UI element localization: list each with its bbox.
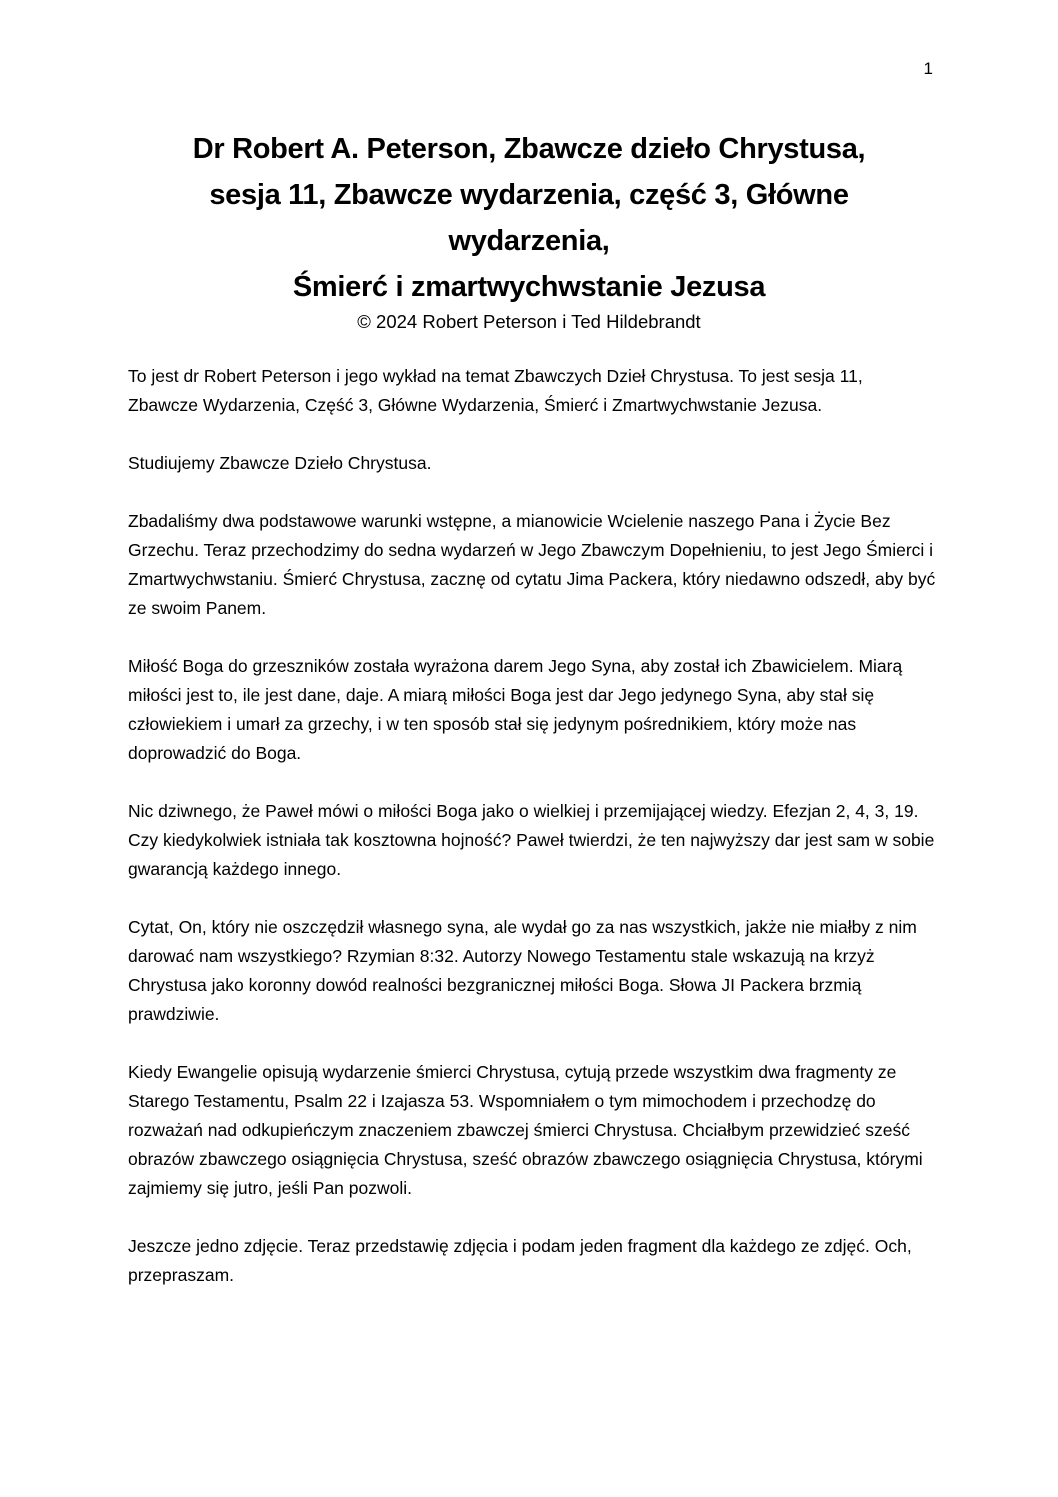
- page-number: 1: [923, 59, 933, 78]
- paragraph-1: To jest dr Robert Peterson i jego wykład na temat Zbawczych Dzieł Chrystusa. To jest sesja 11, Zbawcze Wydarzenia, Część 3, Główne Wydarzenia, Śmierć i Zmartwychwstanie Jezusa.: [128, 366, 863, 415]
- document-body: [128, 362, 936, 1319]
- title-line-3: wydarzenia,: [448, 225, 610, 257]
- paragraph-4: Miłość Boga do grzeszników została wyrażona darem Jego Syna, aby został ich Zbawicielem. Miarą miłości jest to, ile jest dane, daje. A miarą miłości Boga jest dar Jego jedynego Syna, aby stał się człowiekiem i umarł za grzechy, i w ten sposób stał się jedynym pośrednikiem, który może nas doprowadzić do Boga.: [128, 656, 903, 763]
- document-title: [70, 126, 988, 310]
- title-line-4: Śmierć i zmartwychwstanie Jezusa: [292, 271, 766, 303]
- paragraph-3: Zbadaliśmy dwa podstawowe warunki wstępne, a mianowicie Wcielenie naszego Pana i Życie Bez Grzechu. Teraz przechodzimy do sedna wydarzeń w Jego Zbawczym Dopełnieniu, to jest Jego Śmierci i Zmartwychwstaniu. Śmierć Chrystusa, zacznę od cytatu Jima Packera, który niedawno odszedł, aby być ze swoim Panem.: [128, 511, 936, 618]
- paragraph-8: Jeszcze jedno zdjęcie. Teraz przedstawię zdjęcia i podam jeden fragment dla każdego ze zdjęć. Och, przepraszam.: [128, 1236, 912, 1285]
- title-line-2: sesja 11, Zbawcze wydarzenia, część 3, Główne: [209, 179, 849, 211]
- paragraph-5: Nic dziwnego, że Paweł mówi o miłości Boga jako o wielkiej i przemijającej wiedzy. Efezjan 2, 4, 3, 19. Czy kiedykolwiek istniała tak kosztowna hojność? Paweł twierdzi, że ten najwyższy dar jest sam w sobie gwarancją każdego innego.: [128, 801, 935, 879]
- title-line-1: Dr Robert A. Peterson, Zbawcze dzieło Chrystusa,: [192, 133, 866, 165]
- copyright-line: © 2024 Robert Peterson i Ted Hildebrandt: [357, 311, 701, 332]
- paragraph-2: Studiujemy Zbawcze Dzieło Chrystusa.: [128, 453, 432, 473]
- paragraph-6: Cytat, On, który nie oszczędził własnego syna, ale wydał go za nas wszystkich, jakże nie miałby z nim darować nam wszystkiego? Rzymian 8:32. Autorzy Nowego Testamentu stale wskazują na krzyż Chrystusa jako koronny dowód realności bezgranicznej miłości Boga. Słowa JI Packera brzmią prawdziwie.: [128, 917, 917, 1024]
- paragraph-7: Kiedy Ewangelie opisują wydarzenie śmierci Chrystusa, cytują przede wszystkim dwa fragmenty ze Starego Testamentu, Psalm 22 i Izajasza 53. Wspomniałem o tym mimochodem i przechodzę do rozważań nad odkupieńczym znaczeniem zbawczej śmierci Chrystusa. Chciałbym przewidzieć sześć obrazów zbawczego osiągnięcia Chrystusa, sześć obrazów zbawczego osiągnięcia Chrystusa, którymi zajmiemy się jutro, jeśli Pan pozwoli.: [128, 1062, 923, 1198]
